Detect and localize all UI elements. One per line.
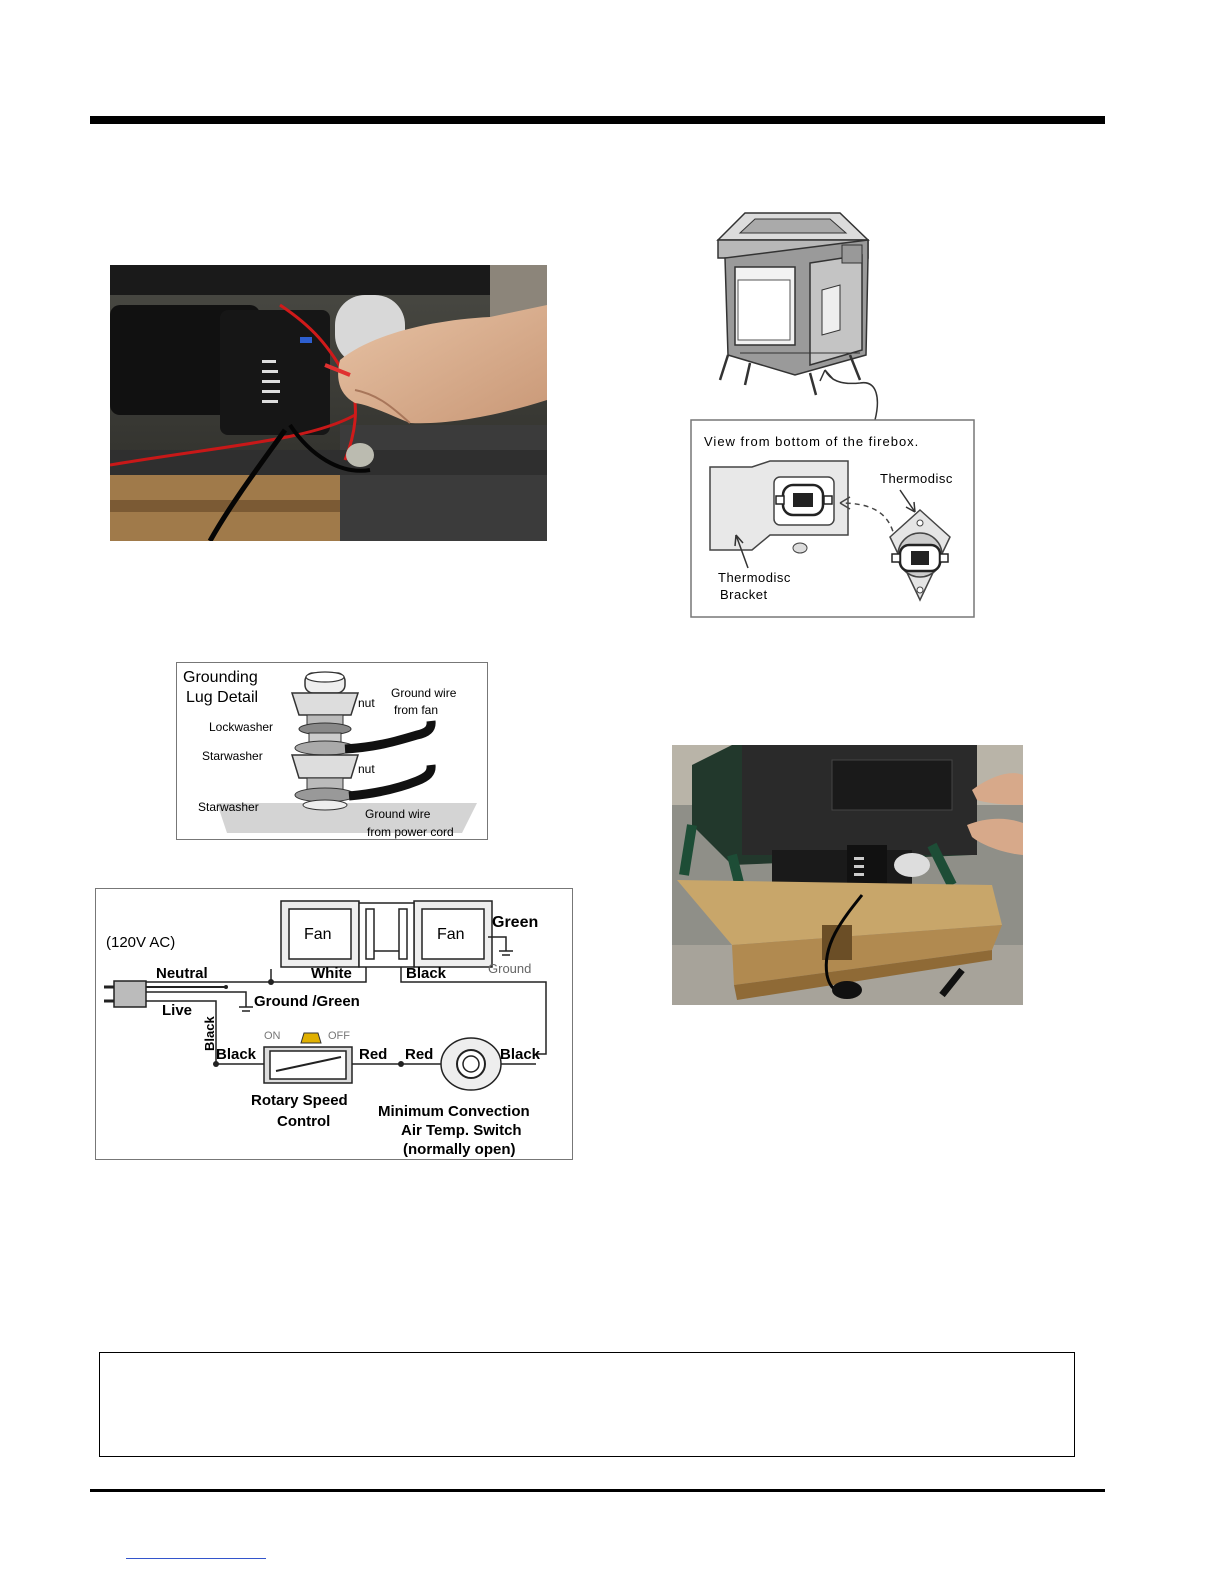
fan-wiring-photo xyxy=(110,265,547,541)
grounding-lug-diagram xyxy=(176,662,488,840)
black-top-label: Black xyxy=(406,965,447,982)
bracket-label-line1: Thermodisc xyxy=(718,570,791,585)
grounding-title-line2: Lug Detail xyxy=(186,689,259,706)
black-right-label: Black xyxy=(500,1046,541,1063)
ground-green-label: Ground /Green xyxy=(254,993,360,1010)
rotary-label-line1: Rotary Speed xyxy=(251,1092,348,1109)
off-label: OFF xyxy=(328,1030,350,1042)
ground-fan-line2: from fan xyxy=(394,703,439,717)
thermodisc-caption: View from bottom of the firebox. xyxy=(704,434,920,449)
nut-top-label: nut xyxy=(358,696,375,710)
red-label-2: Red xyxy=(405,1046,434,1063)
header-rule xyxy=(90,116,1105,124)
switch-label-line1: Minimum Convection xyxy=(378,1103,530,1120)
starwasher-label-2: Starwasher xyxy=(198,800,259,814)
ground-cord-line1: Ground wire xyxy=(365,807,431,821)
on-label: ON xyxy=(264,1030,281,1042)
starwasher-label-1: Starwasher xyxy=(202,749,263,763)
black-left-label: Black xyxy=(216,1046,257,1063)
wiring-diagram xyxy=(95,888,573,1160)
stove-pallet-photo xyxy=(672,745,1023,1005)
thermodisc-label: Thermodisc xyxy=(880,471,953,486)
footer-link-underline xyxy=(126,1558,266,1559)
switch-label-line3: (normally open) xyxy=(403,1141,516,1158)
thermodisc-diagram xyxy=(690,205,980,620)
ground-cord-line2: from power cord xyxy=(367,825,454,839)
fan-right-label: Fan xyxy=(437,926,465,943)
neutral-label: Neutral xyxy=(156,965,208,982)
grounding-title-line1: Grounding xyxy=(183,669,258,686)
rotary-label-line2: Control xyxy=(277,1113,331,1130)
nut-bottom-label: nut xyxy=(358,762,375,776)
black-vertical-label: Black xyxy=(202,1016,217,1051)
ground-small-label: Ground xyxy=(488,961,532,976)
bracket-label-line2: Bracket xyxy=(720,587,768,602)
white-label: White xyxy=(311,965,352,982)
lockwasher-label: Lockwasher xyxy=(209,720,274,734)
footer-rule xyxy=(90,1489,1105,1492)
fan-left-label: Fan xyxy=(304,926,332,943)
voltage-label: (120V AC) xyxy=(106,934,176,951)
green-label: Green xyxy=(492,914,539,931)
note-box xyxy=(99,1352,1075,1457)
switch-label-line2: Air Temp. Switch xyxy=(401,1122,522,1139)
ground-fan-line1: Ground wire xyxy=(391,686,457,700)
red-label-1: Red xyxy=(359,1046,388,1063)
live-label: Live xyxy=(162,1002,193,1019)
